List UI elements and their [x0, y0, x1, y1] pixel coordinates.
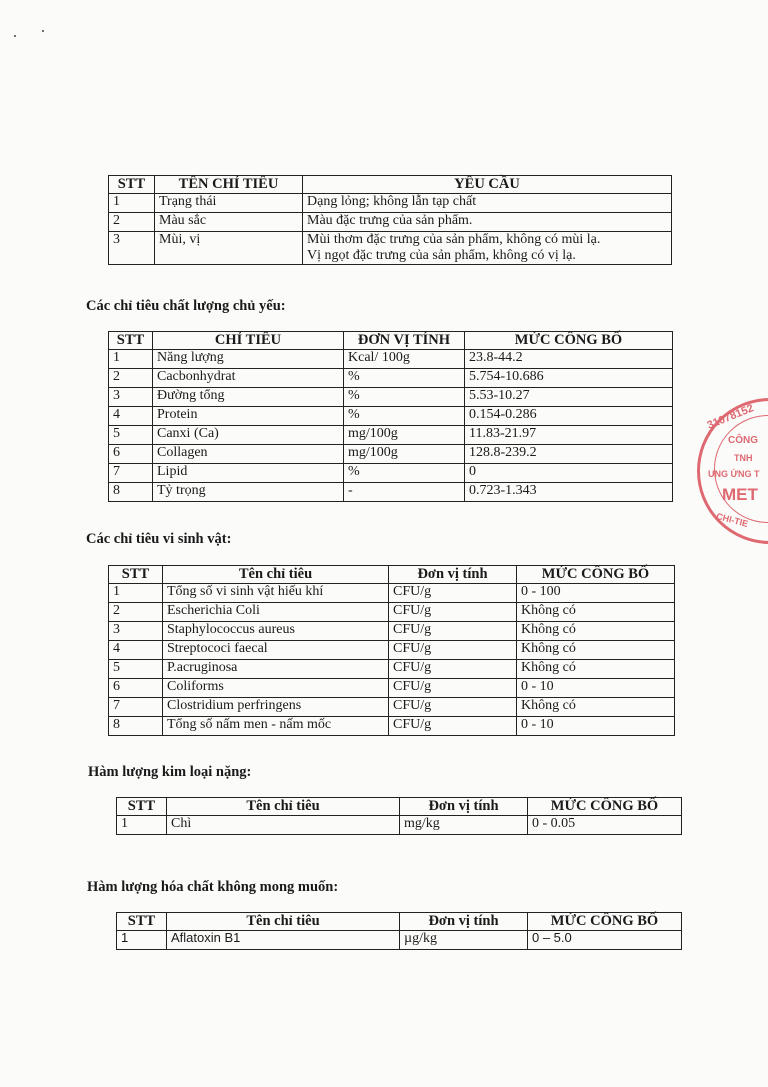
table-row [109, 602, 675, 621]
cell-unit: % [344, 463, 465, 482]
table-header-row [117, 913, 682, 931]
cell-stt: 1 [109, 193, 155, 212]
cell-unit: mg/100g [344, 444, 465, 463]
cell-level: 128.8-239.2 [465, 444, 673, 463]
cell-stt: 3 [109, 387, 153, 406]
header-name: Tên chỉ tiêu [167, 798, 400, 816]
table-row [109, 697, 675, 716]
cell-unit: % [344, 368, 465, 387]
quality-table [108, 331, 673, 502]
cell-stt: 2 [109, 602, 163, 621]
table-row [109, 193, 672, 212]
cell-stt: 6 [109, 444, 153, 463]
table-row [109, 716, 675, 735]
table-row [109, 621, 675, 640]
cell-level: Không có [517, 602, 675, 621]
table-row [109, 387, 673, 406]
cell-level: 0.154-0.286 [465, 406, 673, 425]
table-row [109, 482, 673, 501]
cell-unit: CFU/g [389, 583, 517, 602]
header-level: MỨC CÔNG BỐ [517, 566, 675, 584]
header-stt: STT [109, 566, 163, 584]
cell-level: 0.723-1.343 [465, 482, 673, 501]
table-row [109, 463, 673, 482]
header-unit: Đơn vị tính [400, 798, 528, 816]
table-row [117, 930, 682, 949]
cell-name: Streptococi faecal [163, 640, 389, 659]
seal-text: UNG ỨNG T [708, 469, 760, 479]
cell-unit: CFU/g [389, 678, 517, 697]
cell-name: Escherichia Coli [163, 602, 389, 621]
cell-requirement: Dạng lỏng; không lẫn tạp chất [303, 193, 672, 212]
header-unit: Đơn vị tính [400, 913, 528, 931]
cell-stt: 2 [109, 368, 153, 387]
cell-level: Không có [517, 659, 675, 678]
cell-unit: CFU/g [389, 602, 517, 621]
section-title-heavy-metals: Hàm lượng kim loại nặng: [88, 764, 252, 780]
cell-stt: 3 [109, 621, 163, 640]
section-title-quality: Các chỉ tiêu chất lượng chủ yếu: [86, 298, 286, 314]
seal-text: CÔNG [728, 435, 758, 446]
company-seal [697, 398, 768, 544]
cell-unit: CFU/g [389, 621, 517, 640]
table-row [109, 212, 672, 231]
table-header-row [109, 332, 673, 350]
cell-level: 0 - 10 [517, 678, 675, 697]
cell-level: Không có [517, 621, 675, 640]
cell-requirement [303, 231, 672, 264]
cell-level: 5.754-10.686 [465, 368, 673, 387]
cell-level: 0 - 100 [517, 583, 675, 602]
header-unit: ĐƠN VỊ TÍNH [344, 332, 465, 350]
cell-name: Tổng số nấm men - nấm mốc [163, 716, 389, 735]
table-header-row [109, 176, 672, 194]
table-row [109, 231, 672, 264]
cell-name: Coliforms [163, 678, 389, 697]
cell-stt: 3 [109, 231, 155, 264]
table-row [109, 659, 675, 678]
seal-text: 31078152 [705, 402, 756, 432]
table-header-row [109, 566, 675, 584]
section-title-microbiology: Các chỉ tiêu vi sinh vật: [86, 531, 232, 547]
scan-speck [14, 35, 16, 37]
cell-name: Cacbonhydrat [153, 368, 344, 387]
table-row [109, 368, 673, 387]
cell-name: Staphylococcus aureus [163, 621, 389, 640]
cell-name: Canxi (Ca) [153, 425, 344, 444]
header-name: TÊN CHỈ TIÊU [155, 176, 303, 194]
table-row [109, 444, 673, 463]
table-header-row [117, 798, 682, 816]
table-row [109, 583, 675, 602]
header-level: MỨC CÔNG BỐ [528, 798, 682, 816]
table-row [109, 678, 675, 697]
cell-name: Màu sắc [155, 212, 303, 231]
header-stt: STT [109, 176, 155, 194]
header-name: CHỈ TIÊU [153, 332, 344, 350]
cell-level: 0 - 10 [517, 716, 675, 735]
cell-requirement: Màu đặc trưng của sản phẩm. [303, 212, 672, 231]
cell-unit: CFU/g [389, 640, 517, 659]
header-level: MỨC CÔNG BỐ [465, 332, 673, 350]
cell-unit: mg/100g [344, 425, 465, 444]
heavy-metals-table [116, 797, 682, 835]
cell-level: 0 - 0.05 [528, 815, 682, 834]
cell-level: Không có [517, 640, 675, 659]
section-title-chemicals: Hàm lượng hóa chất không mong muốn: [87, 879, 339, 895]
requirement-line: Vị ngọt đặc trưng của sản phẩm, không có vị lạ. [307, 247, 576, 263]
header-name: Tên chỉ tiêu [163, 566, 389, 584]
cell-name: Đường tổng [153, 387, 344, 406]
cell-unit: CFU/g [389, 716, 517, 735]
requirement-line: Mùi thơm đặc trưng của sản phẩm, không có mùi lạ. [307, 231, 601, 247]
seal-text: CHI-TIE [715, 510, 750, 530]
table-row [109, 349, 673, 368]
cell-name: Lipid [153, 463, 344, 482]
seal-text: MET [722, 485, 758, 504]
cell-name: Protein [153, 406, 344, 425]
cell-name: Clostridium perfringens [163, 697, 389, 716]
cell-name: Tỷ trọng [153, 482, 344, 501]
cell-level: 5.53-10.27 [465, 387, 673, 406]
cell-unit: µg/kg [400, 930, 528, 949]
table-row [109, 425, 673, 444]
cell-name: Năng lượng [153, 349, 344, 368]
cell-stt: 1 [117, 930, 167, 949]
header-requirement: YÊU CẦU [303, 176, 672, 194]
cell-unit: CFU/g [389, 659, 517, 678]
header-name: Tên chỉ tiêu [167, 913, 400, 931]
cell-unit: % [344, 387, 465, 406]
cell-stt: 8 [109, 482, 153, 501]
scan-speck [42, 30, 44, 32]
cell-unit: CFU/g [389, 697, 517, 716]
cell-stt: 4 [109, 406, 153, 425]
sensory-table [108, 175, 672, 265]
chemicals-table [116, 912, 682, 950]
cell-level: Không có [517, 697, 675, 716]
cell-stt: 7 [109, 463, 153, 482]
cell-stt: 7 [109, 697, 163, 716]
microbiology-table [108, 565, 675, 736]
cell-level: 0 [465, 463, 673, 482]
cell-stt: 6 [109, 678, 163, 697]
cell-stt: 1 [109, 583, 163, 602]
cell-stt: 8 [109, 716, 163, 735]
table-row [109, 640, 675, 659]
cell-name: Mùi, vị [155, 231, 303, 264]
header-stt: STT [117, 798, 167, 816]
cell-unit: mg/kg [400, 815, 528, 834]
cell-level: 23.8-44.2 [465, 349, 673, 368]
cell-stt: 4 [109, 640, 163, 659]
cell-stt: 5 [109, 659, 163, 678]
cell-name: Aflatoxin B1 [167, 930, 400, 949]
table-row [109, 406, 673, 425]
cell-name: Collagen [153, 444, 344, 463]
cell-stt: 1 [117, 815, 167, 834]
cell-name: Trạng thái [155, 193, 303, 212]
header-stt: STT [117, 913, 167, 931]
cell-stt: 1 [109, 349, 153, 368]
cell-stt: 2 [109, 212, 155, 231]
seal-text: TNH [734, 453, 753, 463]
cell-level: 11.83-21.97 [465, 425, 673, 444]
header-level: MỨC CÔNG BỐ [528, 913, 682, 931]
cell-name: Chì [167, 815, 400, 834]
cell-name: Tổng số vi sinh vật hiếu khí [163, 583, 389, 602]
header-unit: Đơn vị tính [389, 566, 517, 584]
table-row [117, 815, 682, 834]
cell-name: P.acruginosa [163, 659, 389, 678]
cell-unit: Kcal/ 100g [344, 349, 465, 368]
cell-stt: 5 [109, 425, 153, 444]
header-stt: STT [109, 332, 153, 350]
cell-unit: % [344, 406, 465, 425]
cell-unit: - [344, 482, 465, 501]
cell-level: 0 – 5.0 [528, 930, 682, 949]
